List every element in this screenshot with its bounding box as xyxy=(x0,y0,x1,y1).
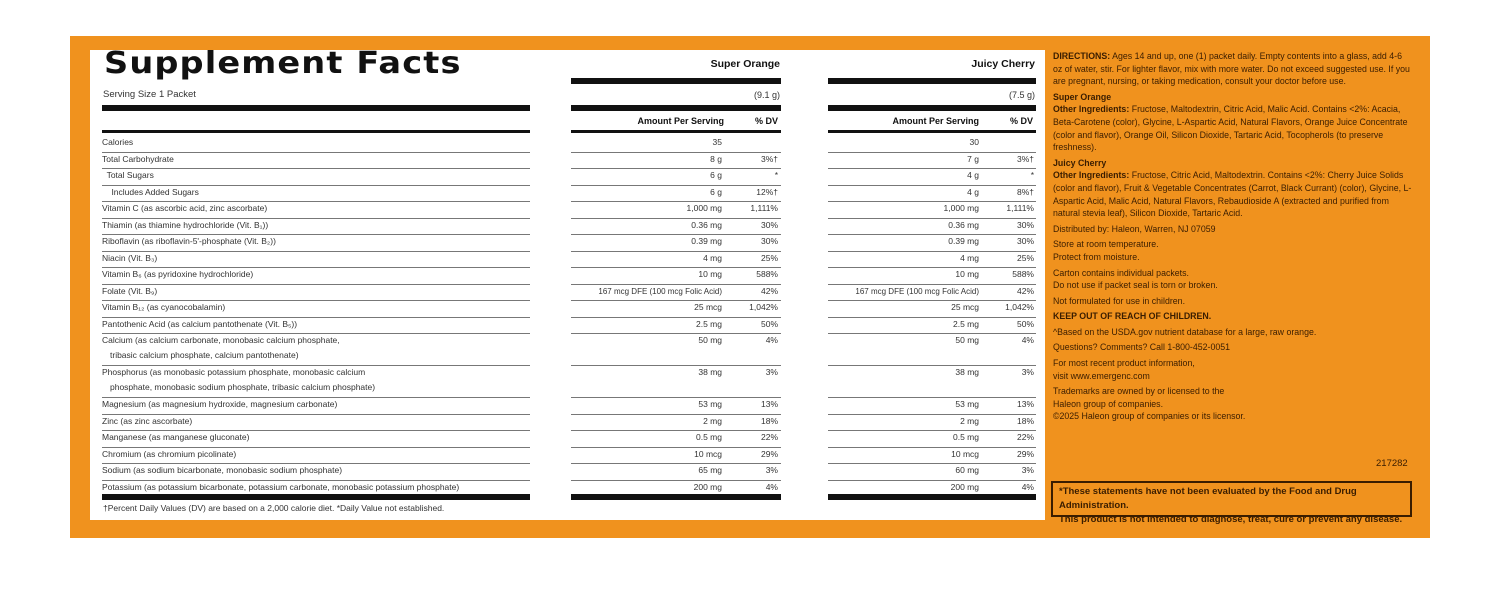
dv-juicy-cherry: 13% xyxy=(1016,399,1034,409)
nutrient-label: Magnesium (as magnesium hydroxide, magnesium carbonate) xyxy=(102,399,338,409)
amount-juicy-cherry: 0.39 mg xyxy=(948,236,979,246)
amount-header-super-orange: Amount Per Serving xyxy=(637,116,724,126)
dv-juicy-cherry: 4% xyxy=(1021,335,1034,345)
nutrient-label: Includes Added Sugars xyxy=(102,186,199,197)
amount-super-orange: 0.36 mg xyxy=(691,219,722,230)
amount-juicy-cherry: 0.5 mg xyxy=(953,432,979,442)
usda-note: ^Based on the USDA.gov nutrient database for a large, raw orange. xyxy=(1053,326,1317,337)
dv-juicy-cherry: 3% xyxy=(1021,465,1034,475)
dv-juicy-cherry: 8%† xyxy=(1016,186,1034,197)
amount-juicy-cherry: 60 mg xyxy=(955,465,979,475)
thick-rule xyxy=(828,105,1036,111)
dv-super-orange: 3% xyxy=(765,465,778,475)
dv-super-orange: 13% xyxy=(760,399,778,409)
nutrient-label: Vitamin B₆ (as pyridoxine hydrochloride) xyxy=(102,269,254,279)
dv-super-orange: 588% xyxy=(756,269,778,279)
dv-juicy-cherry: 3%† xyxy=(1016,153,1034,164)
amount-super-orange: 8 g xyxy=(710,153,722,164)
thick-rule xyxy=(102,130,530,133)
thick-rule xyxy=(571,105,781,111)
not-for-children: Not formulated for use in children. xyxy=(1053,295,1186,306)
column-name-super-orange: Super Orange xyxy=(710,58,780,70)
dv-super-orange: 22% xyxy=(760,432,778,442)
dv-juicy-cherry: 30% xyxy=(1016,219,1034,230)
amount-juicy-cherry: 50 mg xyxy=(955,335,979,345)
dv-super-orange: 4% xyxy=(765,481,778,492)
amount-juicy-cherry: 30 xyxy=(969,137,979,147)
column-name-juicy-cherry: Juicy Cherry xyxy=(971,58,1035,70)
disclaimer-line-1: *These statements have not been evaluated by the Food and Drug Administration. xyxy=(1059,486,1357,511)
trademark-line-1: Trademarks are owned by or licensed to the xyxy=(1053,386,1225,397)
dv-super-orange: 1,111% xyxy=(750,203,778,213)
dv-juicy-cherry: 18% xyxy=(1016,415,1034,426)
row-divider xyxy=(102,251,530,252)
super-orange-ingredients: Fructose, Maltodextrin, Citric Acid, Malic Acid. Contains <2%: Acacia, Beta-Carotene (color), Glycine, L-Aspartic Acid, Natural Flavors, Orange Juice Concentrate (color and flavor), Orange Oil, Silicon Dioxide, Tartaric Acid, Tocopherols (to preserve freshness). xyxy=(1053,104,1408,153)
nutrient-label: Potassium (as potassium bicarbonate, potassium carbonate, monobasic potassium phosphate) xyxy=(102,481,460,492)
dv-super-orange: 3% xyxy=(765,367,778,377)
directions-text: Ages 14 and up, one (1) packet daily. Empty contents into a glass, add 4-6 oz of water, stir. For lighter flavor, mix with more water. Do not exceed suggested use. If you are pregnant, nursing, or taking medication, consult your doctor before use. xyxy=(1053,51,1410,87)
amount-juicy-cherry: 38 mg xyxy=(955,367,979,377)
nutrient-label-cont: tribasic calcium phosphate, calcium pantothenate) xyxy=(110,350,299,360)
dv-super-orange: 12%† xyxy=(756,186,778,197)
serving-size: Serving Size 1 Packet xyxy=(103,89,196,100)
info-line-1: For most recent product information, xyxy=(1053,358,1195,369)
nutrient-label: Manganese (as manganese gluconate) xyxy=(102,432,250,442)
dv-super-orange: 3%† xyxy=(760,153,778,164)
dv-header-super-orange: % DV xyxy=(754,116,778,126)
amount-super-orange: 2 mg xyxy=(703,415,722,426)
amount-super-orange: 200 mg xyxy=(693,481,722,492)
page-title: Supplement Facts xyxy=(104,46,462,81)
amount-juicy-cherry: 200 mg xyxy=(950,481,979,492)
nutrient-label: Niacin (Vit. B₃) xyxy=(102,252,158,263)
dv-super-orange: 42% xyxy=(760,285,778,296)
dv-juicy-cherry: 22% xyxy=(1016,432,1034,442)
amount-juicy-cherry: 4 mg xyxy=(960,252,979,263)
amount-super-orange: 50 mg xyxy=(698,335,722,345)
amount-super-orange: 1,000 mg xyxy=(686,203,722,213)
dv-juicy-cherry: 588% xyxy=(1012,269,1034,279)
storage-line-1: Store at room temperature. xyxy=(1053,239,1159,250)
nutrient-label: Folate (Vit. B₉) xyxy=(102,285,158,296)
questions-line: Questions? Comments? Call 1-800-452-0051 xyxy=(1053,342,1231,353)
nutrient-label: Calcium (as calcium carbonate, monobasic calcium phosphate, xyxy=(102,335,340,345)
dv-super-orange: 18% xyxy=(760,415,778,426)
dv-super-orange: 29% xyxy=(760,448,778,459)
juicy-cherry-ingredients-label: Other Ingredients: xyxy=(1053,170,1130,181)
amount-super-orange: 0.39 mg xyxy=(691,236,722,246)
nutrient-label: Pantothenic Acid (as calcium pantothenate (Vit. B₅)) xyxy=(102,318,298,329)
amount-juicy-cherry: 10 mcg xyxy=(951,448,979,459)
dv-juicy-cherry: 30% xyxy=(1016,236,1034,246)
dv-super-orange: * xyxy=(774,170,778,180)
amount-juicy-cherry: 2 mg xyxy=(960,415,979,426)
amount-super-orange: 10 mcg xyxy=(694,448,722,459)
nutrient-label: Calories xyxy=(102,137,134,147)
amount-super-orange: 38 mg xyxy=(698,367,722,377)
amount-super-orange: 0.5 mg xyxy=(696,432,722,442)
thick-rule xyxy=(828,78,1036,84)
amount-super-orange: 167 mcg DFE (100 mcg Folic Acid) xyxy=(598,286,722,296)
directions-block xyxy=(1053,50,1413,426)
amount-juicy-cherry: 2.5 mg xyxy=(953,318,979,329)
juicy-cherry-ingredients: Fructose, Citric Acid, Maltodextrin. Contains <2%: Cherry Juice Solids (color and flavor), Fruit & Vegetable Concentrates (Carrot, Black Currant) (color), Glycine, L-Aspartic Acid, Malic Acid, Natural Flavors, Rebaudioside A (extracted and purified from natural stevia leaf), Silicon Dioxide, Tartaric Acid. xyxy=(1053,170,1412,219)
trademark-line-2: Haleon group of companies. xyxy=(1053,398,1164,409)
weight-super-orange: (9.1 g) xyxy=(753,90,780,100)
amount-super-orange: 35 xyxy=(712,137,722,147)
thick-rule xyxy=(571,130,781,133)
dv-juicy-cherry: 29% xyxy=(1016,448,1034,459)
nutrient-label: Vitamin C (as ascorbic acid, zinc ascorbate) xyxy=(102,203,268,213)
dv-juicy-cherry: 1,042% xyxy=(1005,302,1034,312)
amount-juicy-cherry: 25 mcg xyxy=(951,302,979,312)
dv-juicy-cherry: * xyxy=(1030,170,1034,180)
carton-line-1: Carton contains individual packets. xyxy=(1053,267,1189,278)
amount-super-orange: 25 mcg xyxy=(694,302,722,312)
fda-disclaimer xyxy=(1051,481,1412,525)
amount-juicy-cherry: 4 g xyxy=(967,186,979,197)
footnote: †Percent Daily Values (DV) are based on a 2,000 calorie diet. *Daily Value not established. xyxy=(103,503,445,513)
dv-super-orange: 4% xyxy=(765,335,778,345)
directions-label: DIRECTIONS: xyxy=(1053,51,1111,61)
juicy-cherry-heading: Juicy Cherry xyxy=(1053,157,1107,168)
thick-rule xyxy=(102,105,530,111)
dv-super-orange: 50% xyxy=(760,318,778,329)
thick-rule xyxy=(828,130,1036,133)
weight-juicy-cherry: (7.5 g) xyxy=(1008,90,1035,100)
amount-juicy-cherry: 167 mcg DFE (100 mcg Folic Acid) xyxy=(855,286,979,296)
amount-super-orange: 6 g xyxy=(710,170,722,180)
storage-line-2: Protect from moisture. xyxy=(1053,251,1140,262)
super-orange-ingredients-label: Other Ingredients: xyxy=(1053,104,1130,115)
dv-header-juicy-cherry: % DV xyxy=(1009,116,1033,126)
nutrient-label: Riboflavin (as riboflavin-5'-phosphate (Vit. B₂)) xyxy=(102,236,276,246)
nutrient-label: Total Carbohydrate xyxy=(102,153,174,164)
amount-header-juicy-cherry: Amount Per Serving xyxy=(892,116,979,126)
dv-super-orange: 30% xyxy=(760,219,778,230)
dv-juicy-cherry: 3% xyxy=(1021,367,1034,377)
amount-juicy-cherry: 1,000 mg xyxy=(943,203,979,213)
nutrient-label: Thiamin (as thiamine hydrochloride (Vit. B₁)) xyxy=(102,219,269,230)
amount-juicy-cherry: 7 g xyxy=(967,153,979,164)
amount-super-orange: 10 mg xyxy=(698,269,722,279)
copyright: ©2025 Haleon group of companies or its licensor. xyxy=(1053,411,1246,422)
dv-juicy-cherry: 1,111% xyxy=(1006,203,1034,213)
nutrient-label: Phosphorus (as monobasic potassium phosphate, monobasic calcium xyxy=(102,367,366,377)
dv-super-orange: 25% xyxy=(760,252,778,263)
amount-super-orange: 53 mg xyxy=(698,399,722,409)
amount-juicy-cherry: 53 mg xyxy=(955,399,979,409)
distributed-by: Distributed by: Haleon, Warren, NJ 07059 xyxy=(1053,223,1216,234)
nutrient-label: Vitamin B₁₂ (as cyanocobalamin) xyxy=(102,302,226,312)
amount-juicy-cherry: 4 g xyxy=(967,170,979,180)
amount-super-orange: 6 g xyxy=(710,186,722,197)
amount-super-orange: 65 mg xyxy=(698,465,722,475)
nutrient-label: Chromium (as chromium picolinate) xyxy=(102,448,237,459)
dv-juicy-cherry: 42% xyxy=(1016,285,1034,296)
dv-juicy-cherry: 50% xyxy=(1016,318,1034,329)
amount-juicy-cherry: 0.36 mg xyxy=(948,219,979,230)
amount-super-orange: 2.5 mg xyxy=(696,318,722,329)
super-orange-heading: Super Orange xyxy=(1053,91,1112,102)
dv-super-orange: 1,042% xyxy=(749,302,778,312)
dv-super-orange: 30% xyxy=(760,236,778,246)
nutrient-label: Sodium (as sodium bicarbonate, monobasic sodium phosphate) xyxy=(102,465,343,475)
row-divider xyxy=(102,168,530,169)
row-divider xyxy=(102,284,530,285)
product-code: 217282 xyxy=(1376,458,1408,469)
disclaimer-line-2: This product is not intended to diagnose, treat, cure or prevent any disease. xyxy=(1059,514,1403,525)
amount-super-orange: 4 mg xyxy=(703,252,722,263)
thick-rule xyxy=(571,78,781,84)
keep-out-warning: KEEP OUT OF REACH OF CHILDREN. xyxy=(1053,311,1212,322)
dv-juicy-cherry: 25% xyxy=(1016,252,1034,263)
info-line-2: visit www.emergenc.com xyxy=(1053,370,1150,381)
nutrient-label-cont: phosphate, monobasic sodium phosphate, tribasic calcium phosphate) xyxy=(110,382,376,392)
nutrient-label: Zinc (as zinc ascorbate) xyxy=(102,415,193,426)
carton-line-2: Do not use if packet seal is torn or broken. xyxy=(1053,280,1218,291)
dv-juicy-cherry: 4% xyxy=(1021,481,1034,492)
amount-juicy-cherry: 10 mg xyxy=(955,269,979,279)
nutrient-label: Total Sugars xyxy=(102,170,154,180)
